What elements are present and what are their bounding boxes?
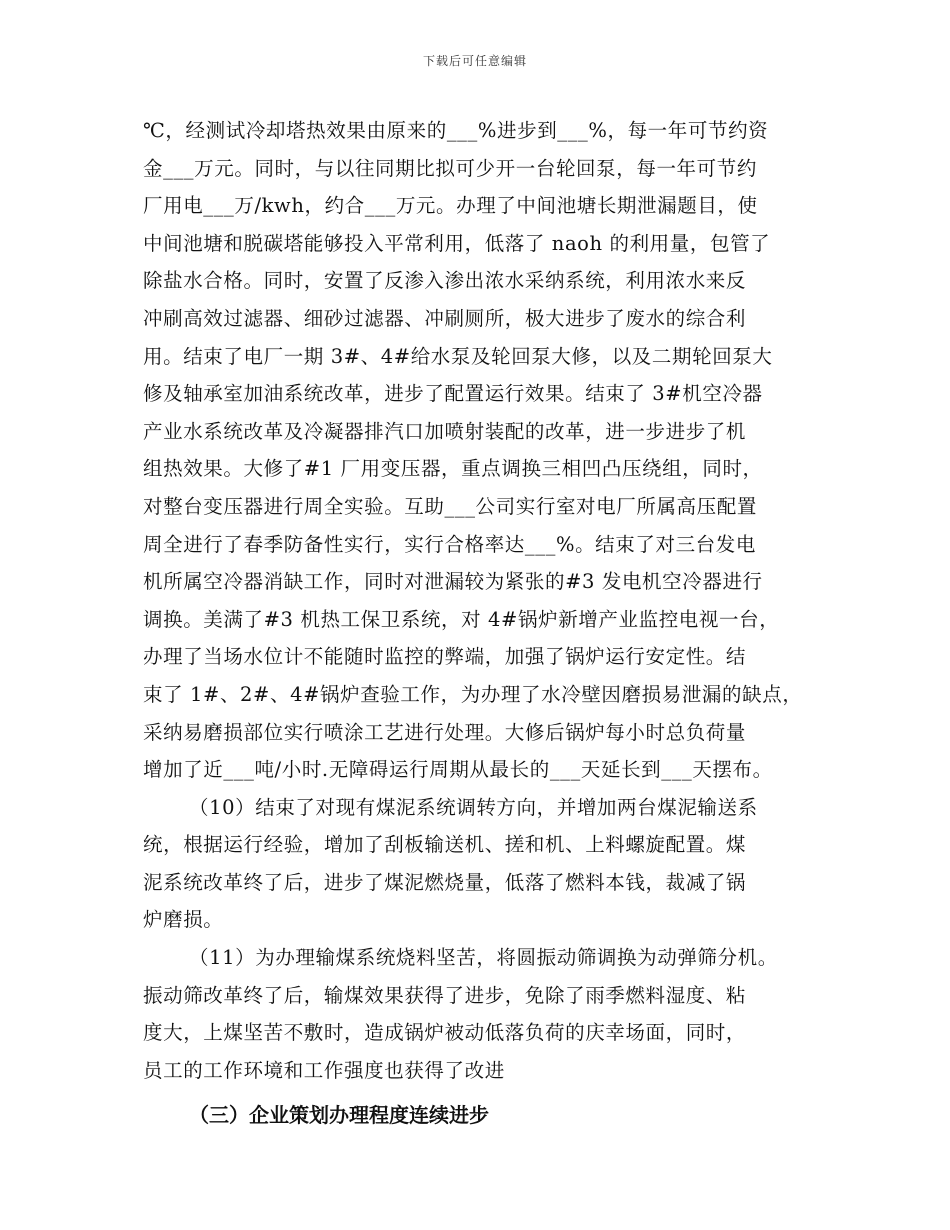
paragraph-11-first-line: （11）为办理输煤系统烧料坚苦，将圆振动筛调换为动弹筛分机。 [189,946,778,970]
text-line: 冲刷高效过滤器、细砂过滤器、冲刷厕所，极大进步了废水的综合利 [143,306,747,330]
text-line: 对整台变压器进行周全实验。互助___公司实行室对电厂所属高压配置 [143,494,757,518]
text-line: 组热效果。大修了#1 厂用变压器，重点调换三相凹凸压绕组，同时， [143,457,763,481]
section-heading: （三）企业策划办理程度连续进步 [189,1103,489,1128]
text-line: 中间池塘和脱碳塔能够投入平常利用，低落了 naoh 的利用量，包管了 [143,231,771,255]
text-line: 增加了近___吨/小时.无障碍运行周期从最长的___天延长到___天摆布。 [143,758,773,782]
text-line: 束了 1#、2#、4#锅炉查验工作，为办理了水冷壁因磨损易泄漏的缺点， [143,682,803,706]
text-line: ℃，经测试冷却塔热效果由原来的___%进步到___%，每一年可节约资 [143,119,769,142]
text-line: 修及轴承室加油系统改革，进步了配置运行效果。结束了 3#机空冷器 [143,382,763,406]
document-body [143,112,823,1135]
text-line: 采纳易磨损部位实行喷涂工艺进行处理。大修后锅炉每小时总负荷量 [143,720,747,744]
text-line: 机所属空冷器消缺工作，同时对泄漏较为紧张的#3 发电机空冷器进行 [143,570,763,594]
paragraph-10-first-line: （10）结束了对现有煤泥系统调转方向，并增加两台煤泥输送系 [189,795,758,819]
text-line: 厂用电___万/kwh，约合___万元。办理了中间池塘长期泄漏题目，使 [143,194,758,218]
text-line: 除盐水合格。同时，安置了反渗入渗出浓水采纳系统，利用浓水来反 [143,269,747,293]
text-line: 振动筛改革终了后，输煤效果获得了进步，免除了雨季燃料湿度、粘 [143,983,747,1007]
text-line: 办理了当场水位计不能随时监控的弊端，加强了锅炉运行安定性。结 [143,645,747,669]
text-line: 金___万元。同时，与以往同期比拟可少开一台轮回泵，每一年可节约 [143,156,757,180]
page-header: 下载后可任意编辑 [422,54,527,68]
text-line: 调换。美满了#3 机热工保卫系统，对 4#锅炉新增产业监控电视一台， [143,607,780,631]
text-line: 周全进行了春季防备性实行，实行合格率达___%。结束了对三台发电 [143,532,756,556]
text-line: 泥系统改革终了后，进步了煤泥燃烧量，低落了燃料本钱，裁减了锅 [143,870,747,894]
text-line: 度大，上煤坚苦不敷时，造成锅炉被动低落负荷的庆幸场面，同时， [143,1021,747,1045]
text-line: 员工的工作环境和工作强度也获得了改进 [143,1058,505,1082]
text-line: 统，根据运行经验，增加了刮板输送机、搓和机、上料螺旋配置。煤 [143,833,747,857]
text-line: 产业水系统改革及冷凝器排汽口加喷射装配的改革，进一步进步了机 [143,419,747,443]
text-line: 用。结束了电厂一期 3#、4#给水泵及轮回泵大修，以及二期轮回泵大 [143,344,773,368]
text-line: 炉磨损。 [143,908,224,932]
